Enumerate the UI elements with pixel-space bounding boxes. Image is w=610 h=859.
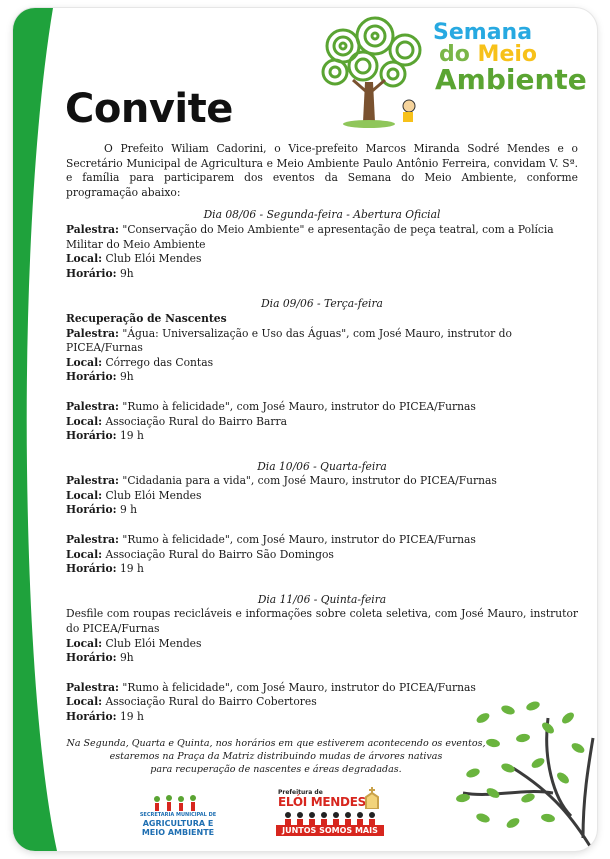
event-horario [66,562,578,577]
event-local [66,637,578,652]
event-palestra [66,681,578,696]
secretaria-line-2: MEIO AMBIENTE [141,828,215,837]
closing-line-2: estaremos na Praça da Matriz distribuindo mudas de árvores nativas [109,750,443,762]
secretaria-line-1: AGRICULTURA E [142,819,214,828]
local-text: Club Elói Mendes [102,488,202,502]
logo-wordmark [433,22,587,94]
crowd-icon [280,811,380,825]
event-horario [66,651,578,666]
horario-label: Horário: [66,651,117,665]
local-label: Local: [66,547,103,561]
logo-word-meio: Meio [477,42,538,67]
palestra-text: "Conservação do Meio Ambiente" e apresentação de peça teatral, com a Polícia Militar do Meio Ambiente [66,222,554,251]
day-heading-3: Dia 10/06 - Quarta-feira [257,459,387,473]
palestra-label: Palestra: [66,680,119,694]
logo-word-do: do [439,42,470,67]
horario-label: Horário: [66,266,117,280]
local-text: Córrego das Contas [102,355,214,369]
day-heading-4: Dia 11/06 - Quinta-feira [257,592,387,606]
local-text: Associação Rural do Bairro Barra [102,414,287,428]
prefeitura-eloi-mendes-logo [276,785,384,840]
event-horario [66,503,578,518]
event-local [66,415,578,430]
event-local [66,489,578,504]
invitation-card [13,8,597,851]
semana-meio-ambiente-logo [313,16,593,136]
event-horario [66,429,578,444]
horario-label: Horário: [66,503,117,517]
palestra-text: "Rumo à felicidade", com José Mauro, instrutor do PICEA/Furnas [119,399,476,413]
page-title: Convite [65,86,233,132]
logo-word-semana: Semana [433,20,533,45]
green-side-band [13,8,73,851]
local-label: Local: [66,252,103,266]
horario-text: 19 h [116,429,144,443]
local-label: Local: [66,488,103,502]
event-palestra [66,474,578,489]
palestra-label: Palestra: [66,326,119,340]
event-6 [66,607,578,665]
secretaria-small-text: SECRETARIA MUNICIPAL DE [139,812,217,818]
horario-text: 9h [116,266,134,280]
horario-text: 9h [116,370,134,384]
prefeitura-name: ELÓI MENDES [278,795,366,809]
event-palestra [66,400,578,415]
horario-label: Horário: [66,710,117,723]
local-label: Local: [66,355,103,369]
palestra-label: Palestra: [66,533,119,547]
event-palestra [66,533,578,548]
secretaria-agricultura-logo [133,788,223,838]
palestra-label: Palestra: [66,399,119,413]
horario-label: Horário: [66,429,117,443]
invitation-content [66,142,578,776]
event-horario [66,267,578,282]
event-3 [66,400,578,444]
horario-text: 19 h [116,710,144,723]
event-2 [66,312,578,385]
prefeitura-small-text: Prefeitura de [278,789,323,796]
event-heading: Recuperação de Nascentes [66,311,227,325]
day-heading-2: Dia 09/06 - Terça-feira [261,297,383,311]
event-local [66,548,578,563]
event-horario [66,370,578,385]
day-heading-1: Dia 08/06 - Segunda-feira - Abertura Oficial [203,208,441,222]
event-description: Desfile com roupas recicláveis e informações sobre coleta seletiva, com José Mauro, instrutor do PICEA/Furnas [66,607,578,636]
event-4 [66,474,578,518]
horario-label: Horário: [66,562,117,576]
event-local [66,356,578,371]
local-label: Local: [66,695,103,709]
palestra-text: "Rumo à felicidade", com José Mauro, instrutor do PICEA/Furnas [119,680,476,694]
local-text: Associação Rural do Bairro Cobertores [102,695,317,709]
seedling-figures-icon [151,794,205,812]
horario-label: Horário: [66,370,117,384]
local-text: Club Elói Mendes [102,636,202,650]
local-text: Associação Rural do Bairro São Domingos [102,547,334,561]
prefeitura-slogan: JUNTOS SOMOS MAIS [276,825,384,836]
church-icon [364,787,380,809]
palestra-label: Palestra: [66,474,119,488]
decorative-tree-icon [453,698,597,851]
event-local [66,252,578,267]
horario-text: 9h [116,651,134,665]
local-text: Club Elói Mendes [102,252,202,266]
palestra-label: Palestra: [66,222,119,236]
closing-line-3: para recuperação de nascentes e áreas degradadas. [150,763,402,775]
closing-line-1: Na Segunda, Quarta e Quinta, nos horários em que estiverem acontecendo os eventos, [66,737,486,749]
palestra-text: "Cidadania para a vida", com José Mauro, instrutor do PICEA/Furnas [119,474,497,488]
palestra-text: "Rumo à felicidade", com José Mauro, instrutor do PICEA/Furnas [119,533,476,547]
palestra-text: "Água: Universalização e Uso das Águas", com José Mauro, instrutor do PICEA/Furnas [66,326,512,355]
event-palestra [66,327,578,356]
local-label: Local: [66,414,103,428]
event-palestra [66,223,578,252]
event-5 [66,533,578,577]
horario-text: 19 h [116,562,144,576]
horario-text: 9 h [116,503,138,517]
intro-paragraph: O Prefeito Wiliam Cadorini, o Vice-prefeito Marcos Miranda Sodré Mendes e o Secretário Municipal de Agricultura e Meio Ambiente Paulo Antônio Ferreira, convidam V. Sª. e família para participarem dos eventos da Semana do Meio Ambiente, conforme programação abaixo: [66,142,578,199]
event-1 [66,223,578,281]
local-label: Local: [66,636,103,650]
logo-word-ambiente: Ambiente [435,63,587,96]
closing-note [66,737,486,776]
